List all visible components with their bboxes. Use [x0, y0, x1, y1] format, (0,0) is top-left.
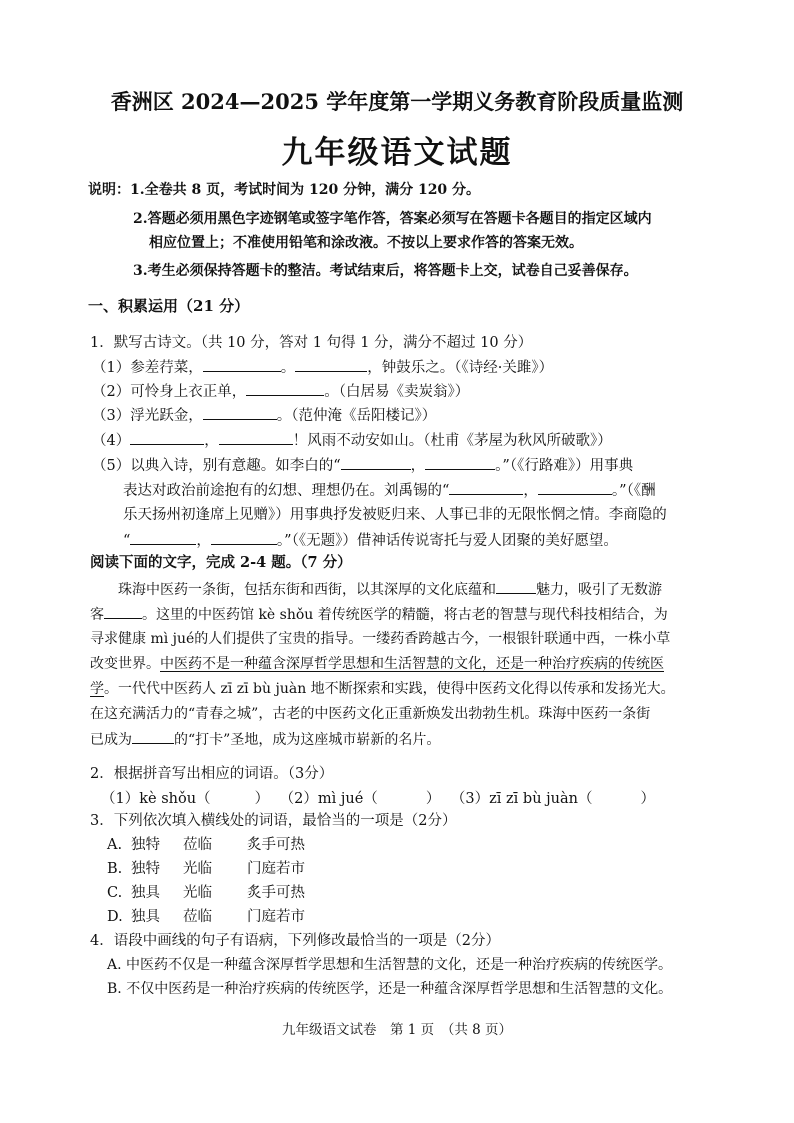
part-number: （3）: [92, 408, 131, 424]
q1-part-5-line-4: [123, 531, 618, 550]
underlined-sentence: 中医药不是一种蕴含深厚哲学思想和生活智慧的文化，还是一种治疗疾病的传统医: [160, 656, 664, 672]
passage-line-4: [90, 655, 664, 673]
option-word: 炙手可热: [247, 837, 305, 853]
q3-option[interactable]: [107, 836, 305, 854]
pinyin-prompt: （2）mì jué（: [279, 791, 378, 807]
q3-option[interactable]: [107, 860, 305, 878]
fill-blank[interactable]: [496, 580, 536, 594]
poem-text: 参差荇菜，: [130, 360, 203, 376]
q3-stem: 3．下列依次填入横线处的词语，最恰当的一项是（2分）: [90, 813, 457, 829]
passage-line-1: [118, 580, 662, 599]
poem-text: 表达对政治前途抱有的幻想、理想仍在。刘禹锡的“: [123, 483, 450, 499]
answer-blank[interactable]: [538, 481, 612, 495]
poem-text: 以典入诗，别有意趣。如李白的“: [130, 458, 341, 474]
poem-text: ，: [196, 533, 211, 549]
option-word: 光临: [183, 861, 212, 877]
passage-text: 珠海中医药一条街，包括东街和西街，以其深厚的文化底蕴和: [118, 582, 496, 598]
answer-blank[interactable]: [425, 456, 495, 470]
q1-part-1: [92, 358, 553, 377]
instruction-item-2b: 相应位置上；不准使用铅笔和涂改液。不按以上要求作答的答案无效。: [149, 235, 583, 251]
underlined-sentence: 学: [90, 681, 104, 697]
answer-blank[interactable]: [219, 431, 293, 445]
q1-part-3: [92, 406, 436, 425]
option-word: 独特: [131, 861, 160, 877]
q3-option[interactable]: [107, 884, 305, 902]
passage-line-6: 在这充满活力的“青春之城”，古老的中医药文化正重新焕发出勃勃生机。珠海中医药一条街: [90, 706, 651, 722]
bracket: ）: [254, 791, 270, 807]
answer-blank[interactable]: [449, 481, 523, 495]
poem-text: ，: [523, 483, 538, 499]
part-number: （4）: [92, 433, 131, 449]
reading-prompt: 阅读下面的文字，完成 2-4 题。（7 分）: [90, 554, 352, 571]
passage-text: 魅力，吸引了无数游: [536, 582, 662, 598]
option-word: 独具: [131, 909, 160, 925]
instruction-item-2a: 2.答题必须用黑色字迹钢笔或签字笔作答，答案必须写在答题卡各题目的指定区域内: [133, 211, 652, 227]
part-number: （1）: [92, 360, 131, 376]
instruction-item-1: 1.全卷共 8 页，考试时间为 120 分钟，满分 120 分。: [130, 182, 481, 198]
q1-part-5-line-2: [123, 481, 656, 500]
passage-line-7: [90, 730, 440, 749]
passage-text: 已成为: [90, 732, 132, 748]
passage-text: 的“打卡”圣地，成为这座城市崭新的名片。: [174, 732, 441, 748]
passage-text: 改变世界。: [90, 656, 160, 672]
bracket: ）: [425, 791, 441, 807]
answer-blank[interactable]: [130, 431, 204, 445]
poem-text: 。（白居易《卖炭翁》）: [324, 384, 470, 400]
q2-answers: [101, 790, 655, 808]
q1-stem: 1．默写古诗文。（共 10 分，答对 1 句得 1 分，满分不超过 10 分）: [90, 335, 533, 351]
part-number: （5）: [92, 458, 131, 474]
part-number: （2）: [92, 384, 131, 400]
poem-text: ，钟鼓乐之。（《诗经·关雎》）: [367, 360, 554, 376]
option-word: 炙手可热: [247, 885, 305, 901]
option-word: 独具: [131, 885, 160, 901]
instruction-item-3: 3.考生必须保持答题卡的整洁。考试结束后，将答题卡上交，试卷自己妥善保存。: [133, 263, 638, 279]
poem-text: 浮光跃金，: [130, 408, 203, 424]
fill-blank[interactable]: [132, 730, 174, 744]
poem-text: 可怜身上衣正单，: [130, 384, 247, 400]
instructions-label: 说明：: [88, 182, 130, 198]
answer-blank[interactable]: [341, 456, 411, 470]
option-word: 门庭若市: [247, 861, 305, 877]
q4-option-a[interactable]: A. 中医药不仅是一种蕴含深厚哲学思想和生活智慧的文化，还是一种治疗疾病的传统医学。: [107, 957, 673, 973]
option-label: C.: [107, 885, 123, 901]
poem-text: ，: [410, 458, 426, 474]
q4-stem: 4．语段中画线的句子有语病，下列修改最恰当的一项是（2分）: [90, 933, 500, 949]
poem-text: 。”（《行路难》）用事典: [495, 458, 634, 474]
q1-part-4: [92, 431, 612, 450]
page-title: 九年级语文试题: [281, 135, 513, 171]
poem-text: 。（范仲淹《岳阳楼记》）: [276, 408, 437, 424]
q1-part-5: [92, 456, 633, 475]
answer-blank[interactable]: [203, 406, 277, 420]
q2-stem: 2．根据拼音写出相应的词语。（3分）: [90, 766, 334, 782]
poem-text: “: [123, 533, 131, 549]
q1-part-2: [92, 382, 469, 401]
answer-blank[interactable]: [130, 531, 196, 545]
passage-text: 。这里的中医药馆 kè shǒu 着传统医学的精髓，将古老的智慧与现代科技相结合，为: [142, 607, 668, 623]
option-label: B.: [107, 861, 123, 877]
poem-text: 。”（《无题》）借神话传说寄托与爱人团聚的美好愿望。: [276, 533, 618, 549]
bracket: ）: [640, 791, 655, 807]
option-label: A.: [107, 837, 123, 853]
answer-blank[interactable]: [211, 531, 277, 545]
option-label: D.: [107, 909, 123, 925]
exam-header: 香洲区 2024—2025 学年度第一学期义务教育阶段质量监测: [110, 89, 684, 114]
passage-line-2: [90, 605, 668, 624]
passage-text: 。一代代中医药人 zī zī bù juàn 地不断探索和实践，使得中医药文化得以传承和发扬光大。: [104, 681, 675, 697]
option-word: 莅临: [183, 909, 212, 925]
answer-blank[interactable]: [246, 382, 324, 396]
answer-blank[interactable]: [295, 358, 367, 372]
option-word: 独特: [131, 837, 160, 853]
fill-blank[interactable]: [104, 605, 142, 619]
poem-text: ！风雨不动安如山。（杜甫《茅屋为秋风所破歌》）: [292, 433, 612, 449]
q3-option[interactable]: [107, 908, 305, 926]
pinyin-prompt: （3）zī zī bù juàn（: [450, 791, 593, 807]
section-heading: 一、积累运用（21 分）: [88, 297, 250, 315]
option-word: 莅临: [183, 837, 212, 853]
pinyin-prompt: （1）kè shǒu（: [101, 791, 211, 807]
poem-text: ，: [204, 433, 219, 449]
passage-line-3: 寻求健康 mì jué的人们提供了宝贵的指导。一缕药香跨越古今，一根银针联通中西，一株小草: [90, 631, 671, 647]
option-word: 门庭若市: [247, 909, 305, 925]
page-footer: 九年级语文试卷 第 1 页 （共 8 页）: [281, 1022, 513, 1038]
q4-option-b[interactable]: B. 不仅中医药是一种治疗疾病的传统医学，还是一种蕴含深厚哲学思想和生活智慧的文化。: [107, 981, 673, 997]
option-word: 光临: [183, 885, 212, 901]
poem-text: 。: [280, 360, 296, 376]
poem-text: 。”（《酬: [611, 483, 656, 499]
passage-text: 客: [90, 607, 104, 623]
answer-blank[interactable]: [203, 358, 281, 372]
q1-part-5-line-3: 乐天扬州初逢席上见赠》）用事典抒发被贬归来、人事已非的无限怅惘之情。李商隐的: [123, 507, 667, 523]
instructions-line-1: [88, 181, 480, 199]
passage-line-5: [90, 680, 675, 698]
